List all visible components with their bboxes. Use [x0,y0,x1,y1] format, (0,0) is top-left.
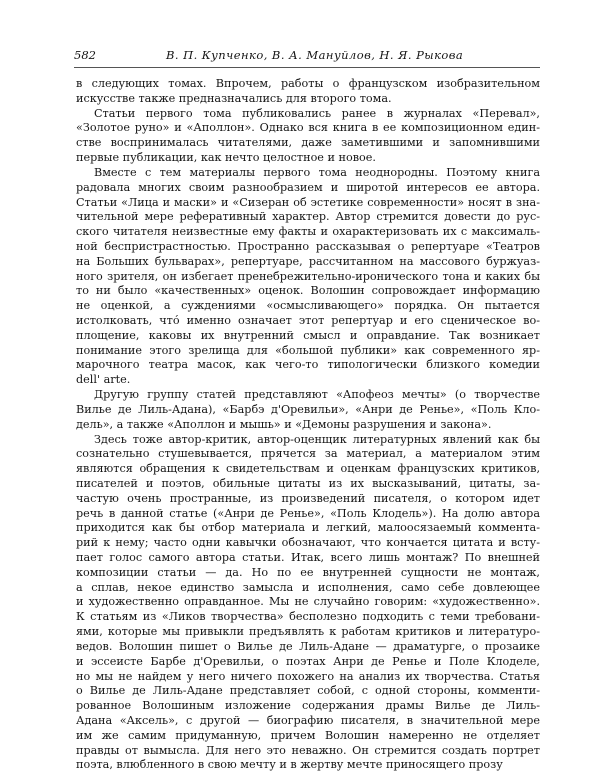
text-line: правды от вымысла. Для него это неважно. Он стремится создать портрет [76,744,540,759]
paragraph [76,77,540,107]
text-line: композиции статьи — да. Но по ее внутренней сущности не монтаж, [76,566,540,581]
text-line: им же самим придуманную, причем Волошин намеренно не отделяет [76,729,540,744]
text-line: а сплав, некое единство замысла и исполнения, само себе довлеющее [76,581,540,596]
text-line: dell' arte. [76,373,540,388]
text-line: первые публикации, как нечто целостное и новое. [76,151,540,166]
text-line: о Вилье де Лиль-Адане представляет собой, с одной стороны, комменти- [76,684,540,699]
text-line: стве воспринималась читателями, даже заметившими и запомнившими [76,136,540,151]
text-line: Статьи «Лица и маски» и «Сизеран об эстетике современности» носят в зна- [76,196,540,211]
text-line: истолковать, что́ именно означает этот репертуар и его сценическое во- [76,314,540,329]
text-line: но мы не найдем у него ничего похожего на анализ их творчества. Статья [76,670,540,685]
text-line: дель», а также «Аполлон и мышь» и «Демоны разрушения и закона». [76,418,540,433]
page-header [74,47,540,63]
text-line: Статьи первого тома публиковались ранее в журналах «Перевал», [76,107,540,122]
text-line: и художественно оправданное. Мы не случайно говорим: «художественно». [76,595,540,610]
text-line: чительной мере реферативный характер. Автор стремится довести до рус- [76,210,540,225]
paragraph [76,166,540,388]
text-line: то ни было «качественных» оценок. Волошин сопровождает информацию [76,284,540,299]
text-line: писателей и поэтов, обильные цитаты из их высказываний, цитаты, за- [76,477,540,492]
text-line: площение, каковы их внутренний смысл и оправдание. Так возникает [76,329,540,344]
text-line: ского читателя неизвестные ему факты и охарактеризовать их с максималь- [76,225,540,240]
text-line: ями, которые мы привыкли предъявлять к работам критиков и литературо- [76,625,540,640]
text-line: марочного театра масок, как чего-то типологически близкого комедии [76,358,540,373]
text-line: К статьям из «Ликов творчества» бесполезно подходить с теми требовани- [76,610,540,625]
text-line: рий к нему; часто одни кавычки обозначают, что кончается цитата и всту- [76,536,540,551]
text-line: частую очень пространные, из произведений писателя, о котором идет [76,492,540,507]
text-line: сознательно стушевывается, прячется за материал, а материалом этим [76,447,540,462]
text-line: являются обращения к свидетельствам и оценкам французских критиков, [76,462,540,477]
text-line: понимание этого зрелища для «большой публики» как современного яр- [76,344,540,359]
text-line: не оценкой, а суждениями «осмысливающего» порядка. Он пытается [76,299,540,314]
text-line: Вилье де Лиль-Адана), «Барбэ д'Оревильи», «Анри де Ренье», «Поль Кло- [76,403,540,418]
text-line: ного зрителя, он избегает пренебрежительно-иронического тона и каких бы [76,270,540,285]
header-rule [74,67,540,68]
paragraph [76,433,540,773]
body-text [76,77,540,773]
text-line: Здесь тоже автор-критик, автор-оценщик литературных явлений как бы [76,433,540,448]
text-line: приходится как бы отбор материала и легкий, малоосязаемый коммента- [76,521,540,536]
text-line: речь в данной статье («Анри де Ренье», «Поль Клодель»). На долю автора [76,507,540,522]
text-line: пает голос самого автора статьи. Итак, всего лишь монтаж? По внешней [76,551,540,566]
page-number: 582 [74,47,96,63]
text-line: Адана «Аксель», с другой — биографию писателя, в значительной мере [76,714,540,729]
text-line: ведов. Волошин пишет о Вилье де Лиль-Адане — драматурге, о прозаике [76,640,540,655]
text-line: радовала многих своим разнообразием и широтой интересов ее автора. [76,181,540,196]
paragraph [76,388,540,432]
text-line: искусстве также предназначались для второго тома. [76,92,540,107]
text-line: рованное Волошиным изложение содержания драмы Вилье де Лиль- [76,699,540,714]
text-line: в следующих томах. Впрочем, работы о французском изобразительном [76,77,540,92]
text-line: «Золотое руно» и «Аполлон». Однако вся книга в ее композиционном един- [76,121,540,136]
text-line: ной беспристрастностью. Пространно рассказывая о репертуаре «Театров [76,240,540,255]
text-line: на Больших бульварах», репертуаре, рассчитанном на массового буржуаз- [76,255,540,270]
text-line: и эссеисте Барбе д'Оревильи, о поэтах Анри де Ренье и Поле Клоделе, [76,655,540,670]
text-line: Вместе с тем материалы первого тома неоднородны. Поэтому книга [76,166,540,181]
running-head-authors: В. П. Купченко, В. А. Мануйлов, Н. Я. Рыкова [166,47,463,63]
text-line: Другую группу статей представляют «Апофеоз мечты» (о творчестве [76,388,540,403]
text-line: поэта, влюбленного в свою мечту и в жертву мечте приносящего прозу [76,758,540,773]
paragraph [76,107,540,166]
